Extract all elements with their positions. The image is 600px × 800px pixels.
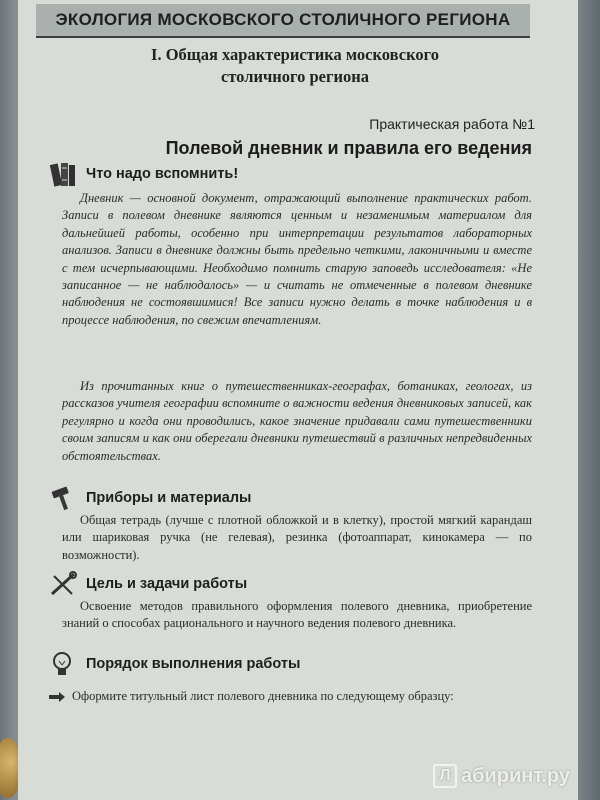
materials-paragraph: Общая тетрадь (лучше с плотной обложкой и в клетку), простой мягкий карандаш или шариковая ручка (не гелевая), резинка (фотоаппарат, кинокамера — по возможности).	[62, 513, 532, 562]
running-header	[36, 4, 530, 38]
hammer-icon	[48, 484, 80, 512]
remember-paragraph-2: Из прочитанных книг о путешественниках-географах, ботаниках, геологах, из рассказов учителя географии вспомните о важности ведения дневниковых записей, как регулярно и когда они проводились, какое значение придавали сами путешественники своим записям и как они оберегали дневники путешествий в различных непредвиденных обстоятельствах.	[62, 379, 532, 463]
chapter-title-line-2: столичного региона	[220, 67, 370, 86]
tools-icon	[48, 570, 80, 598]
section-goal-title: Цель и задачи работы	[86, 576, 248, 592]
practical-work-title: Полевой дневник и правила его ведения	[165, 138, 532, 158]
labirint-watermark	[433, 764, 570, 788]
lightbulb-icon	[48, 650, 80, 678]
labirint-watermark-text: абиринт.ру	[460, 764, 570, 787]
section-remember-heading	[48, 160, 238, 188]
book-binding-shadow	[0, 0, 18, 800]
procedure-step-1-text: Оформите титульный лист полевого дневника по следующему образцу:	[72, 689, 454, 703]
running-header-title: ЭКОЛОГИЯ МОСКОВСКОГО СТОЛИЧНОГО РЕГИОНА	[55, 10, 511, 29]
book-page-edge	[578, 0, 600, 800]
chapter-title	[120, 44, 470, 88]
practical-work-label: Практическая работа №1	[369, 116, 535, 132]
labirint-logo-icon: Л	[433, 764, 457, 788]
pointing-hand-icon	[48, 690, 66, 704]
chapter-title-line-1: I. Общая характеристика московского	[151, 45, 439, 64]
section-remember-title: Что надо вспомнить!	[86, 166, 239, 182]
goal-paragraph: Освоение методов правильного оформления полевого дневника, приобретение знаний о способах рационального и научного ведения полевого дневника.	[62, 599, 532, 631]
section-goal-heading	[48, 570, 247, 598]
section-materials-heading	[48, 484, 251, 512]
books-icon	[48, 160, 80, 188]
section-materials-title: Приборы и материалы	[86, 490, 252, 506]
section-procedure-title: Порядок выполнения работы	[86, 656, 301, 672]
remember-paragraph-1: Дневник — основной документ, отражающий выполнение практических работ. Записи в полевом дневнике являются ценным и незаменимым материалом для дальнейшей работы, особенно при интерпретации результатов лабораторных анализов. Записи в дневнике должны быть предельно четкими, лаконичными и вместе с тем исчерпывающими. Необходимо помнить старую заповедь исследователя: «Не записанное — не наблюдалось» — и считать не отмеченные в полевом дневнике наблюдения не состоявшимися! Все записи нужно делать в точке наблюдения и в процессе наблюдения, по свежим впечатлениям.	[62, 191, 532, 327]
section-procedure-heading	[48, 650, 300, 678]
procedure-step-1	[48, 688, 532, 705]
